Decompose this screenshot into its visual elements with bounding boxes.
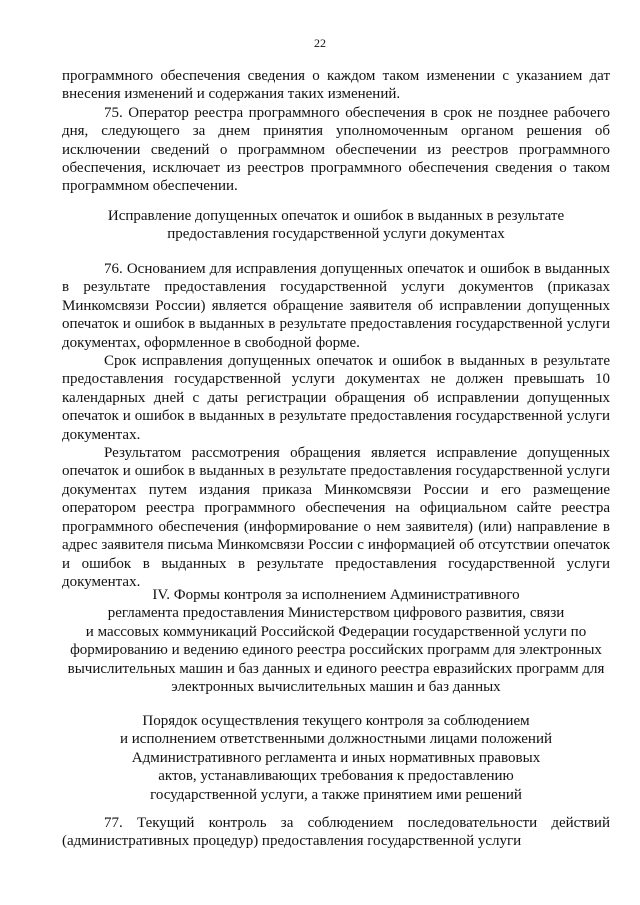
chapter-heading-line: IV. Формы контроля за исполнением Административного (152, 587, 520, 603)
chapter-heading-line: электронных вычислительных машин и баз данных (171, 679, 501, 696)
chapter-heading-line: вычислительных машин и баз данных и единого реестра евразийских программ для (67, 660, 605, 677)
section-heading-line: Административного регламента и иных нормативных правовых (131, 749, 541, 766)
chapter-heading-line: регламента предоставления Министерством цифрового развития, связи (107, 605, 565, 622)
text-block-clause-76 (62, 260, 610, 591)
paragraph-77: 77. Текущий контроль за соблюдением последовательности действий (административных процедур) предоставления государственной услуги (62, 815, 610, 850)
chapter-heading-iv (62, 586, 610, 696)
text-block-clause-75 (62, 67, 610, 196)
section-heading-line: и исполнением ответственными должностными лицами положений (119, 731, 553, 748)
section-heading-line: актов, устанавливающих требования к предоставлению (158, 768, 514, 785)
chapter-heading-line: формированию и ведению единого реестра российских программ для электронных (70, 642, 602, 659)
chapter-heading-line: и массовых коммуникаций Российской Федерации государственной услуги по (85, 623, 587, 640)
text-block-clause-77 (62, 814, 610, 851)
section-heading-current-control (62, 712, 610, 804)
page-number: 22 (314, 36, 326, 50)
section-heading-line: Порядок осуществления текущего контроля за соблюдением (142, 713, 530, 729)
paragraph-correction-term: Срок исправления допущенных опечаток и ошибок в выданных в результате предоставления государственной услуги документах не должен превышать 10 календарных дней с даты регистрации обращения об исправлении допущенных опечаток и ошибок в выданных в результате предоставления государственной услуги документах. (62, 353, 610, 443)
paragraph-75: 75. Оператор реестра программного обеспечения в срок не позднее рабочего дня, следующего за днем принятия уполномоченным органом решения об исключении сведений о программном обеспечении из реестров программного обеспечения, исключает из реестров программного обеспечения сведения о таком программном обеспечении. (62, 104, 610, 195)
section-heading-corrections: Исправление допущенных опечаток и ошибок в выданных в результате предоставления государственной услуги документах (107, 208, 565, 243)
section-heading-line: государственной услуги, а также принятием ими решений (150, 786, 522, 803)
paragraph-correction-result: Результатом рассмотрения обращения является исправление допущенных опечаток и ошибок в выданных в результате предоставления государственной услуги документах путем издания приказа Минкомсвязи России и его размещение оператором реестра программного обеспечения на официальном сайте реестра программного обеспечения (информирование о нем заявителя) (или) направление в адрес заявителя письма Минкомсвязи России с информацией об отсутствии опечаток и ошибок в выданных в результате предоставления государственной услуги документах. (62, 445, 610, 590)
paragraph-continuation: программного обеспечения сведения о каждом таком изменении с указанием дат внесения изменений и содержания таких изменений. (62, 68, 610, 103)
paragraph-76: 76. Основанием для исправления допущенных опечаток и ошибок в выданных в результате предоставления государственной услуги документов (приказах Минкомсвязи России) является обращение заявителя об исправлении допущенных опечаток и ошибок в выданных в результате предоставления государственной услуги документах, оформленное в свободной форме. (62, 261, 610, 351)
